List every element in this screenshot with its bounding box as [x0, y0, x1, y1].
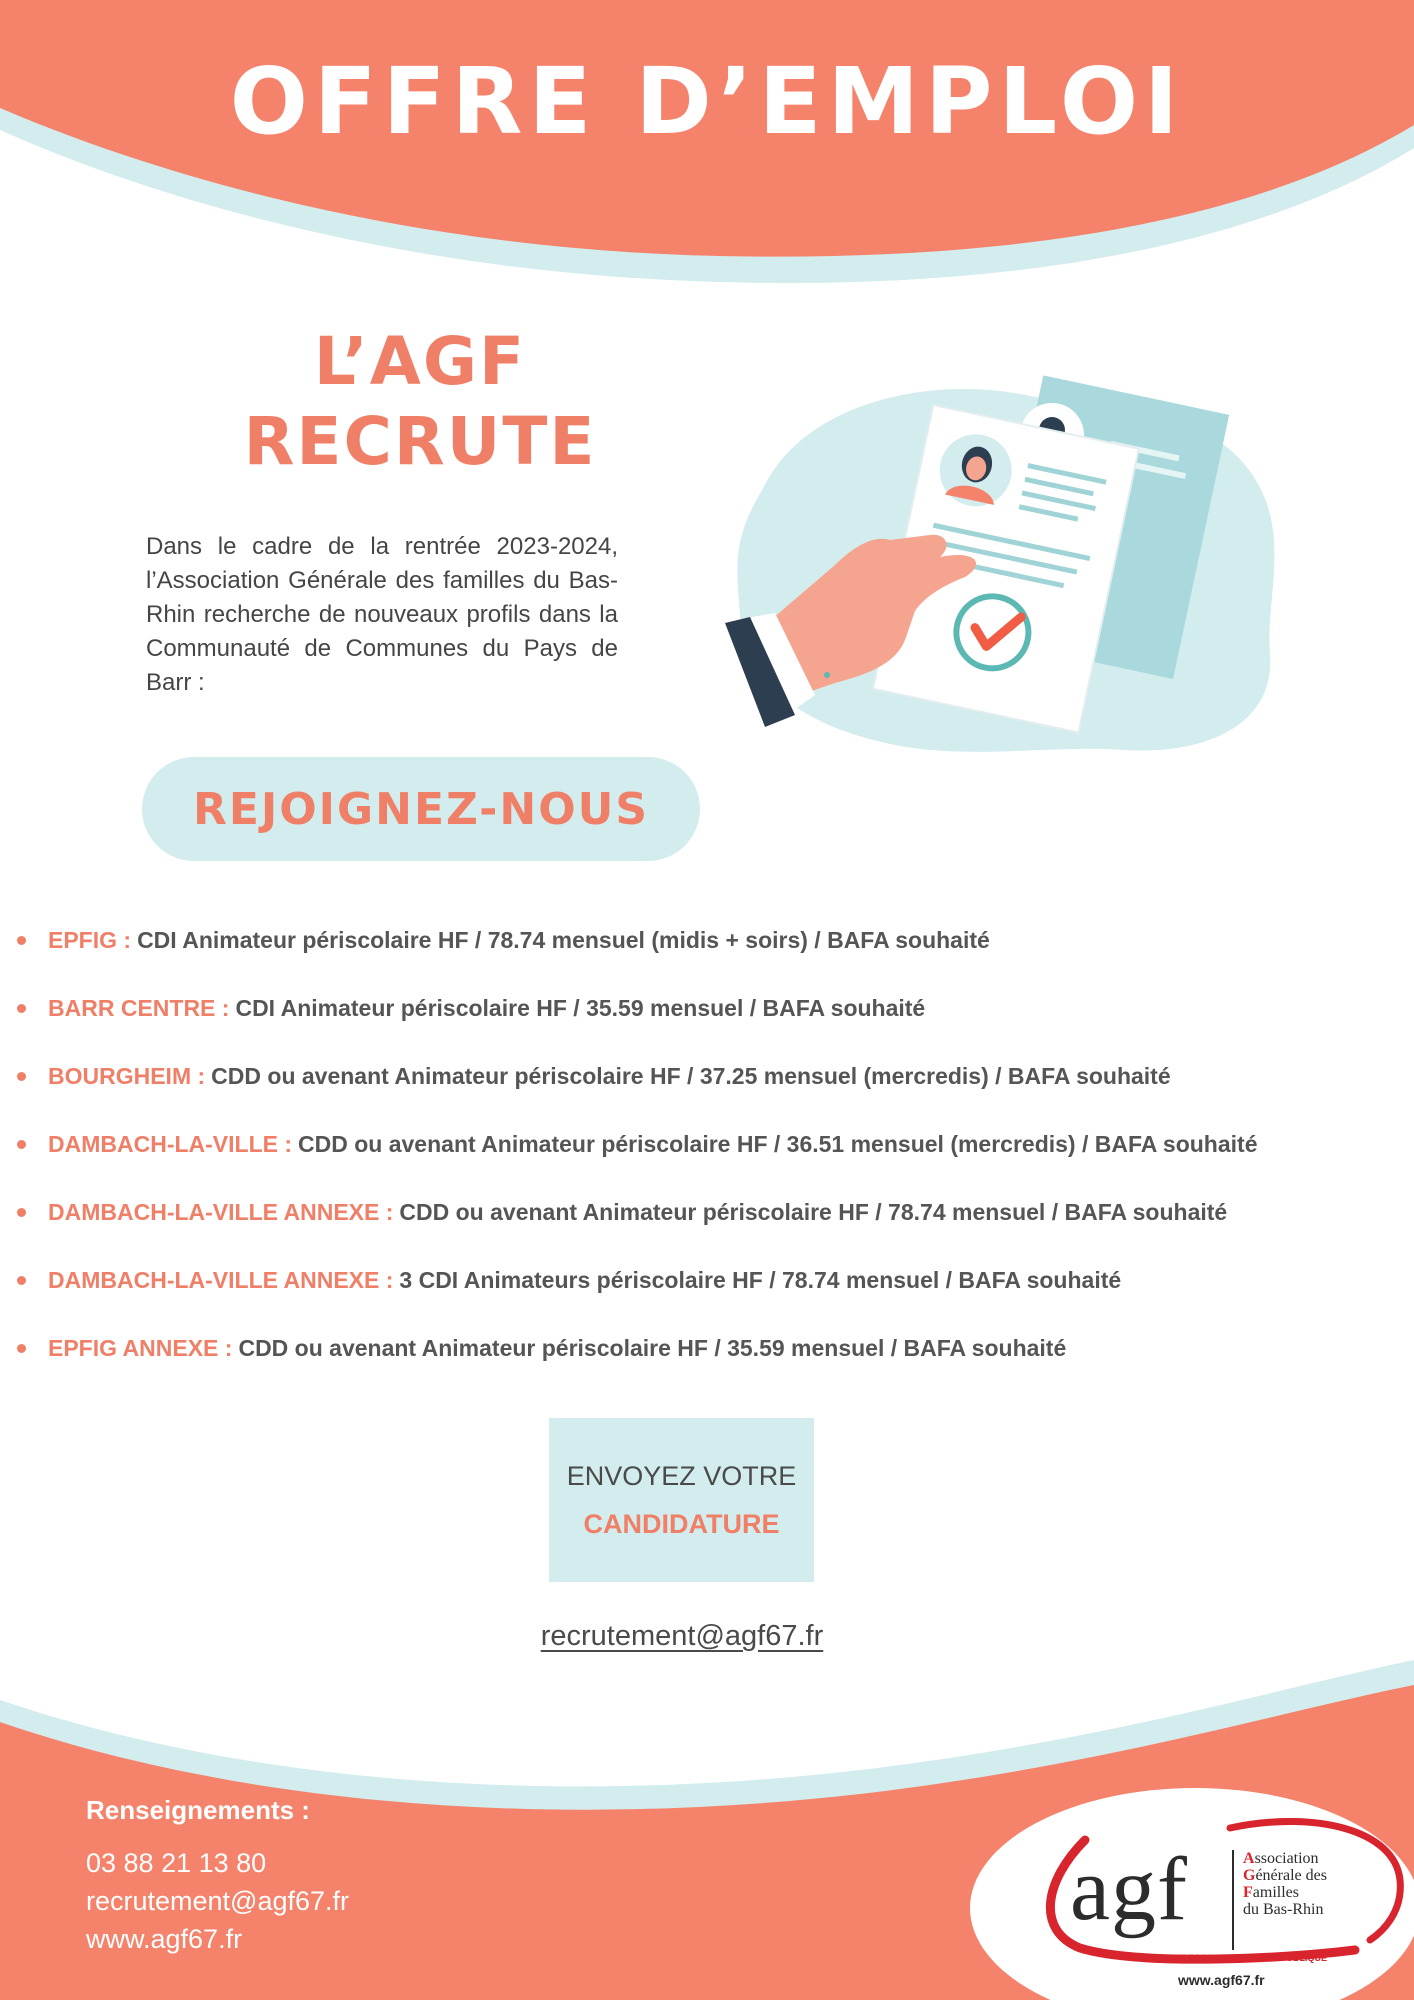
bullet-icon	[17, 1276, 26, 1285]
application-email-link[interactable]: recrutement@agf67.fr	[540, 1620, 824, 1652]
offer-details: CDD ou avenant Animateur périscolaire HF / 78.74 mensuel / BAFA souhaité	[399, 1198, 1228, 1225]
footer-heading: Renseignements :	[86, 1795, 310, 1825]
offer-location: DAMBACH-LA-VILLE ANNEXE :	[48, 1198, 394, 1225]
job-offer-item	[14, 1246, 1404, 1314]
offer-details: CDD ou avenant Animateur périscolaire HF / 37.25 mensuel (mercredis) / BAFA souhaité	[211, 1062, 1171, 1089]
footer-website[interactable]: www.agf67.fr	[86, 1924, 243, 1954]
logo-organisation-name: Association Générale des Familles du Bas-Rhin	[1243, 1850, 1327, 1918]
send-application-box	[549, 1418, 814, 1582]
hero-title-line1: L’AGF	[313, 323, 527, 400]
offer-details: CDI Animateur périscolaire HF / 78.74 mensuel (midis + soirs) / BAFA souhaité	[137, 926, 990, 953]
job-offer-item	[14, 1178, 1404, 1246]
footer-contact	[86, 1795, 349, 1958]
offer-location: BOURGHEIM :	[48, 1062, 206, 1089]
intro-text: Dans le cadre de la rentrée 2023-2024, l’Association Générale des familles du Bas-Rhin recherche de nouveaux profils dans la Communauté de Communes du Pays de Barr :	[146, 533, 618, 696]
job-offers-list	[14, 906, 1404, 1382]
logo-divider	[1232, 1850, 1234, 1950]
offer-details: CDD ou avenant Animateur périscolaire HF / 35.59 mensuel / BAFA souhaité	[238, 1334, 1067, 1361]
offer-location: DAMBACH-LA-VILLE :	[48, 1130, 293, 1157]
hero-title	[210, 322, 630, 482]
offer-details: CDD ou avenant Animateur périscolaire HF / 36.51 mensuel (mercredis) / BAFA souhaité	[298, 1130, 1258, 1157]
logo-tagline: RECONNUE D’UTILITÉ PUBLIQUE	[1181, 1953, 1328, 1963]
resume-document-illustration	[725, 365, 1285, 765]
footer-email[interactable]: recrutement@agf67.fr	[86, 1886, 350, 1916]
job-offer-item	[14, 1042, 1404, 1110]
job-offer-item	[14, 1314, 1404, 1382]
bullet-icon	[17, 1140, 26, 1149]
bullet-icon	[17, 1208, 26, 1217]
cta-line1: ENVOYEZ VOTRE	[566, 1461, 797, 1491]
job-offer-item	[14, 906, 1404, 974]
logo-wordmark: agf	[1070, 1840, 1188, 1939]
bullet-icon	[17, 1072, 26, 1081]
bullet-icon	[17, 936, 26, 945]
offer-details: 3 CDI Animateurs périscolaire HF / 78.74 mensuel / BAFA souhaité	[399, 1266, 1122, 1293]
offer-location: EPFIG ANNEXE :	[48, 1334, 233, 1361]
logo-website[interactable]: www.agf67.fr	[1178, 1972, 1265, 1988]
job-offer-item	[14, 974, 1404, 1042]
cta-line2: CANDIDATURE	[583, 1509, 780, 1539]
offer-location: DAMBACH-LA-VILLE ANNEXE :	[48, 1266, 394, 1293]
offer-location: BARR CENTRE :	[48, 994, 230, 1021]
join-us-banner: REJOIGNEZ-NOUS	[142, 757, 700, 861]
agf-logo	[985, 1800, 1414, 2000]
bullet-icon	[17, 1344, 26, 1353]
hero-title-line2: RECRUTE	[243, 403, 597, 480]
offer-location: EPFIG :	[48, 926, 132, 953]
bullet-icon	[17, 1004, 26, 1013]
page-title: OFFRE D’EMPLOI	[229, 48, 1185, 155]
offer-details: CDI Animateur périscolaire HF / 35.59 mensuel / BAFA souhaité	[235, 994, 926, 1021]
footer-phone[interactable]: 03 88 21 13 80	[86, 1848, 267, 1878]
job-offer-item	[14, 1110, 1404, 1178]
